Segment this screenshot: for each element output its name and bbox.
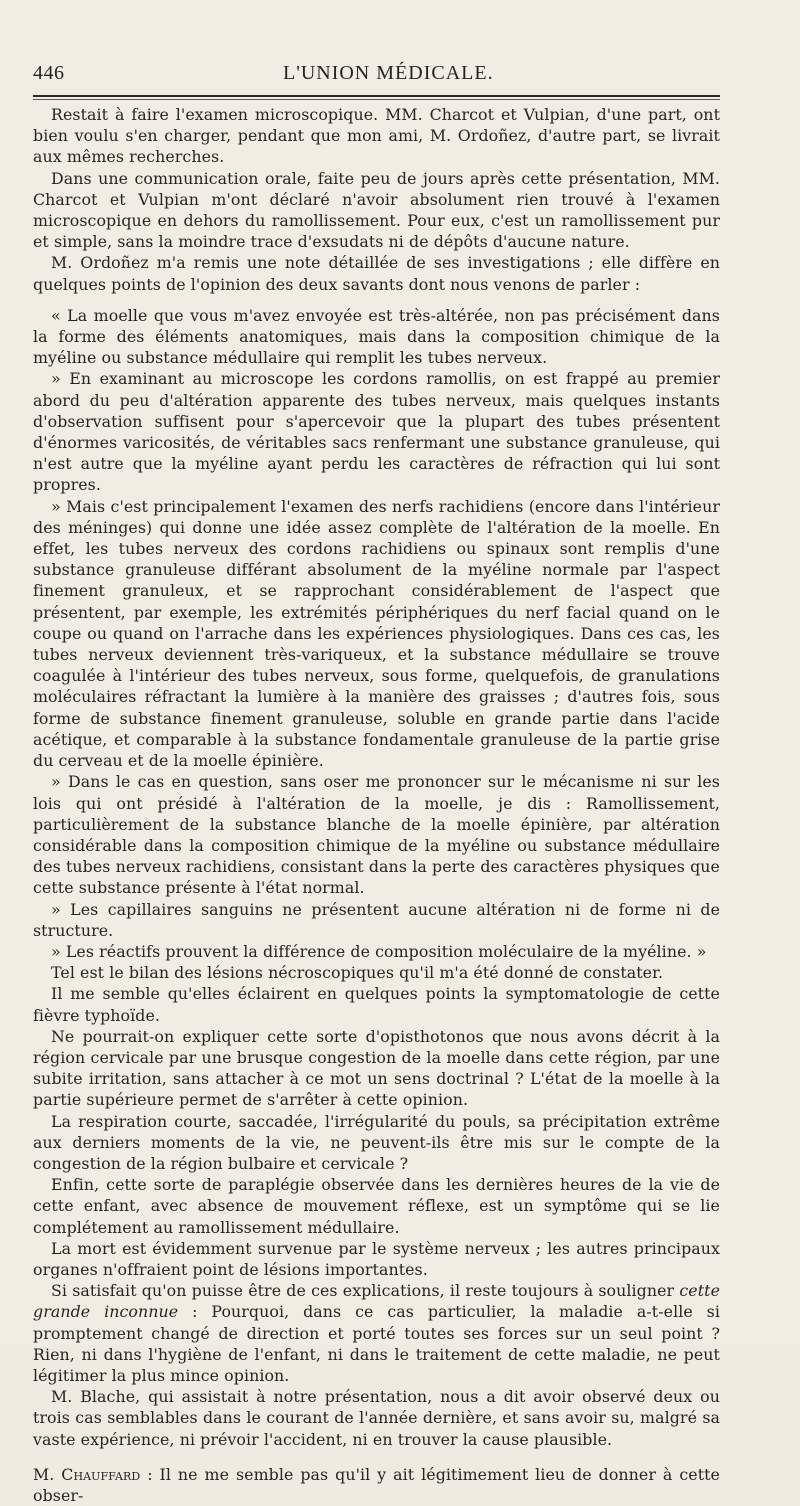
quote-paragraph: » Les capillaires sanguins ne présentent aucune altération ni de forme ni de structure. (33, 899, 720, 940)
paragraph: Restait à faire l'examen microscopique. MM. Charcot et Vulpian, d'une part, ont bien voulu s'en charger, pendant que mon ami, M. Ordoñez, d'autre part, se livrait aux mêmes recherches. (33, 105, 720, 167)
italic-phrase: cette grande inconnue (33, 1281, 720, 1322)
speaker-title: M. (33, 1464, 55, 1484)
paragraph-text: : Pourquoi, dans ce cas particulier, la maladie a-t-elle si promptement changé de direction et porté toutes ses forces sur un seul point ? Rien, ni dans l'hygiène de l'enfant, ni dans le traitement de cette maladie, ne peut légitimer la plus mince opinion. (33, 1302, 720, 1385)
paragraph-text: Si satisfait qu'on puisse être de ces explications, il reste toujours à souligner (51, 1281, 675, 1301)
closing-paragraph (33, 1464, 720, 1506)
page-number: 446 (33, 62, 65, 84)
paragraph: M. Ordoñez m'a remis une note détaillée de ses investigations ; elle diffère en quelques points de l'opinion des deux savants dont nous venons de parler : (33, 253, 720, 294)
running-title: L'UNION MÉDICALE. (283, 62, 494, 84)
paragraph (33, 1280, 720, 1386)
quote-paragraph: » Mais c'est principalement l'examen des nerfs rachidiens (encore dans l'intérieur des méninges) qui donne une idée assez complète de l'altération de la moelle. En effet, les tubes nerveux des cordons rachidiens ou spinaux sont remplis d'une substance granuleuse différant absolument de la myéline normale par l'aspect finement granuleux, et se rapprochant considérablement de l'aspect que présentent, par exemple, les extrémités périphériques du nerf facial quand on le coupe ou quand on l'arrache dans les expériences physiologiques. Dans ces cas, les tubes nerveux deviennent très-variqueux, et la substance médullaire se trouve coagulée à l'intérieur des tubes nerveux, sous forme, quelquefois, de granulations moléculaires réfractant la lumière à la manière des graisses ; d'autres fois, sous forme de substance finement granuleuse, soluble en grande partie dans l'acide acétique, et comparable à la substance fondamentale granuleuse de la partie grise du cerveau et de la moelle épinière. (33, 496, 720, 771)
paragraph: Ne pourrait-on expliquer cette sorte d'opisthotonos que nous avons décrit à la région cervicale par une brusque congestion de la moelle dans cette région, par une subite irritation, sans attacher à ce mot un sens doctrinal ? L'état de la moelle à la partie supérieure permet de s'arrêter à cette opinion. (33, 1026, 720, 1110)
closing-text: : Il ne me semble pas qu'il y ait légitimement lieu de donner à cette obser- (33, 1464, 720, 1505)
header-rule-thin (33, 99, 720, 100)
paragraph: Enfin, cette sorte de paraplégie observée dans les dernières heures de la vie de cette enfant, avec absence de mouvement réflexe, est un symptôme qui se lie complétement au ramollissement médullaire. (33, 1175, 720, 1237)
quote-paragraph: » Dans le cas en question, sans oser me prononcer sur le mécanisme ni sur les lois qui ont présidé à l'altération de la moelle, je dis : Ramollissement, particulièrement de la substance blanche de la moelle épinière, par altération considérable dans la composition chimique de la myéline ou substance médullaire des tubes nerveux rachidiens, consistant dans la perte des caractères physiques que cette substance présente à l'état normal. (33, 772, 720, 898)
quote-paragraph: « La moelle que vous m'avez envoyée est très-altérée, non pas précisément dans la forme des éléments anatomiques, mais dans la composition chimique de la myéline ou substance médullaire qui remplit les tubes nerveux. (33, 305, 720, 368)
paragraph: La mort est évidemment survenue par le système nerveux ; les autres principaux organes n'offraient point de lésions importantes. (33, 1238, 720, 1279)
paragraph: M. Blache, qui assistait à notre présentation, nous a dit avoir observé deux ou trois cas semblables dans le courant de l'année dernière, et sans avoir su, malgré sa vaste expérience, ni prévoir l'accident, ni en trouver la cause plausible. (33, 1387, 720, 1449)
paragraph: La respiration courte, saccadée, l'irrégularité du pouls, sa précipitation extrême aux derniers moments de la vie, ne peuvent-ils être mis sur le compte de la congestion de la région bulbaire et cervicale ? (33, 1111, 720, 1173)
paragraph: Tel est le bilan des lésions nécroscopiques qu'il m'a été donné de constater. (51, 963, 664, 983)
page-header (33, 58, 720, 88)
paragraph: Dans une communication orale, faite peu de jours après cette présentation, MM. Charcot et Vulpian m'ont déclaré n'avoir absolument rien trouvé à l'examen microscopique en dehors du ramollissement. Pour eux, c'est un ramollissement pur et simple, sans la moindre trace d'exsudats ni de dépôts d'aucune nature. (33, 168, 720, 252)
paragraph: Il me semble qu'elles éclairent en quelques points la symptomatologie de cette fièvre typhoïde. (33, 984, 720, 1025)
article-body (33, 104, 720, 1506)
speaker-name: Chauffard (61, 1464, 141, 1484)
quote-paragraph: » Les réactifs prouvent la différence de composition moléculaire de la myéline. » (51, 941, 707, 961)
header-rule (33, 95, 720, 97)
quote-paragraph: » En examinant au microscope les cordons ramollis, on est frappé au premier abord du peu d'altération apparente des tubes nerveux, mais quelques instants d'observation suffisent pour s'apercevoir que la plupart des tubes présentent d'énormes varicosités, de véritables sacs renfermant une substance granuleuse, qui n'est autre que la myéline ayant perdu les caractères de réfraction qui lui sont propres. (33, 369, 720, 495)
